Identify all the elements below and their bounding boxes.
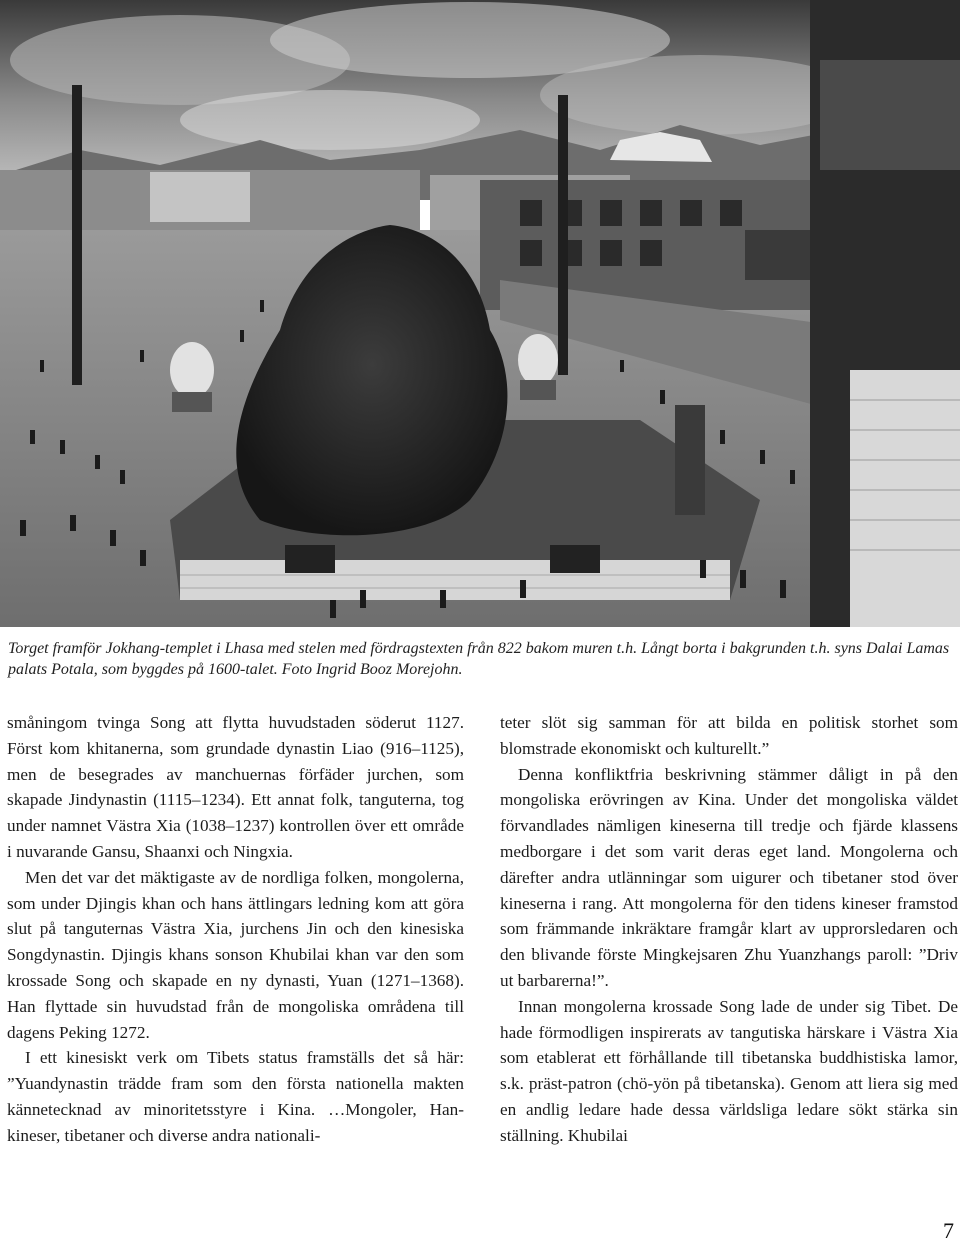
page-number: 7: [943, 1218, 954, 1243]
left-paragraph-3: I ett kinesiskt verk om Tibets status framställs det så här: ”Yuandynastin trädde fram som den första nationella makten kännetecknad av minoritetsstyre i Kina. …Mongoler, Han-kineser, tibetaner och diverse andra nationali-: [7, 1048, 464, 1145]
right-paragraph-1: teter slöt sig samman för att bilda en politisk storhet som blomstrade ekonomiskt och kulturellt.”: [500, 713, 958, 758]
stele: [675, 405, 705, 515]
prayer-pole-right: [558, 95, 568, 375]
caption-line-1: Torget framför Jokhang-templet i Lhasa med stelen med fördragstexten från 822 bakom muren t.h. Långt borta i bakgrunden t.h. syns Dalai Lamas: [8, 640, 950, 657]
incense-burner-right: [518, 334, 558, 386]
caption-line-2: palats Potala, som byggdes på 1600-talet. Foto Ingrid Booz Morejohn.: [8, 661, 463, 678]
left-paragraph-1: småningom tvinga Song att flytta huvudstaden söderut 1127. Först kom khitanerna, som grundade dynastin Liao (916–1125), men de besegrades av manchuernas förfäder jurchen, som skapade Jindynastin (1115–1234). Ett annat folk, tanguterna, tog under namnet Västra Xia (1038–1237) kontrollen över ett område i nuvarande Gansu, Shaanxi och Ningxia.: [7, 713, 464, 861]
prayer-pole-left: [72, 85, 82, 385]
incense-burner-left: [170, 342, 214, 398]
right-paragraph-2: Denna konfliktfria beskrivning stämmer dåligt in på den mongoliska erövringen av Kina. Under det mongoliska väldet förvandlades nämligen kineserna till tredje och fjärde klassens medborgare i det som varit deras eget land. Mongolerna och därefter andra utlänningar som uigurer och tibetaner stod över kineserna i rang. Att mongolerna för den tidens kineser framstod som främmande inkräktare framgår klart av upprorsledaren och den blivande förste Mingkejsaren Zhu Yuanzhangs paroll: ”Driv ut barbarerna!”.: [500, 764, 958, 990]
left-text-column: [7, 710, 464, 1149]
right-paragraph-3: Innan mongolerna krossade Song lade de under sig Tibet. De hade förmodligen inspirerats av tangutiska härskare i Västra Xia som etablerat ett förhållande till tibetanska buddhistiska lamor, s.k. präst-patron (chö-yön på tibetanska). Genom att liera sig med en andlig ledare hade dessa världsliga ledare sökt stärka sin ställning. Khubilai: [500, 996, 958, 1145]
photo-caption: [8, 638, 952, 680]
left-paragraph-2: Men det var det mäktigaste av de nordliga folken, mongolerna, som under Djingis khan och hans ättlingars ledning kom att göra slut på tanguternas Västra Xia, jurchens Jin och den kinesiska Songdynastin. Djingis khans sonson Khubilai khan var den som krossade Song och skapade en ny dynasti, Yuan (1271–1368). Han flyttade sin huvudstad från de mongoliska områdena till dagens Peking 1272.: [7, 867, 464, 1042]
right-text-column: [500, 710, 958, 1149]
